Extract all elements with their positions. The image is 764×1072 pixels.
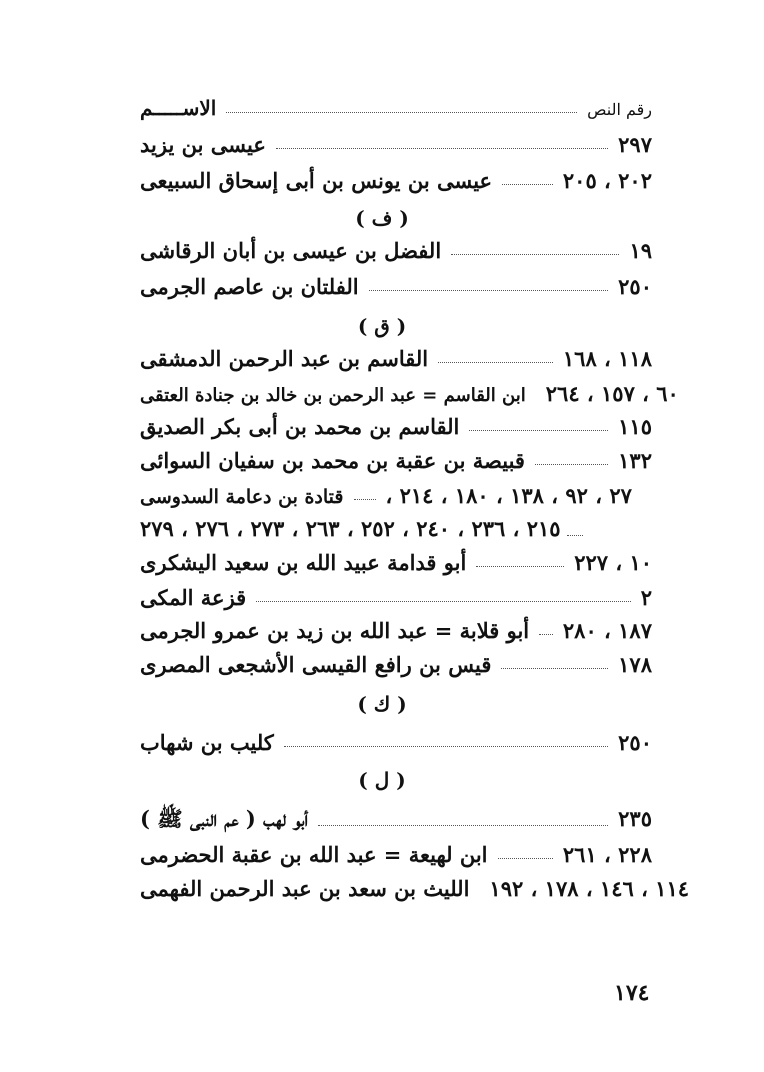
entry-numbers: ٢٣٥ — [618, 806, 652, 831]
index-entry — [140, 414, 652, 439]
index-entry — [140, 806, 652, 837]
entry-name: عيسى بن يونس بن أبى إسحاق السبيعى — [140, 168, 493, 193]
index-entry — [140, 346, 652, 371]
index-entry — [140, 448, 652, 473]
entry-numbers: ٢٢٨ ، ٢٦١ — [562, 842, 652, 867]
leader-dots — [535, 464, 608, 465]
entry-numbers: ١٩ — [629, 238, 652, 263]
index-entry — [140, 483, 652, 508]
entry-name: كليب بن شهاب — [140, 730, 274, 755]
index-entry — [140, 274, 652, 299]
entry-numbers: ١١٥ — [618, 414, 652, 439]
leader-dots — [226, 112, 577, 113]
column-header — [140, 96, 652, 120]
entry-numbers: ١٨٧ ، ٢٨٠ — [562, 618, 652, 643]
entry-name: الليث بن سعد بن عبد الرحمن الفهمى — [140, 876, 470, 901]
leader-dots — [369, 290, 609, 291]
leader-dots — [256, 601, 631, 602]
leader-dots — [476, 566, 564, 567]
entry-name: أبو لهب ( عم النبى ﷺ ) — [140, 806, 308, 831]
index-entry — [140, 132, 652, 157]
entry-numbers: ١٣٢ — [618, 448, 652, 473]
leader-dots — [354, 499, 376, 500]
entry-name: عيسى بن يزيد — [140, 132, 266, 157]
number-column-label: رقم النص — [587, 100, 652, 119]
index-entry — [140, 550, 652, 575]
page-number: ١٧٤ — [614, 980, 650, 1006]
entry-numbers: ٢٥٠ — [618, 274, 652, 299]
leader-dots — [469, 430, 608, 431]
leader-dots — [318, 825, 608, 826]
index-entry — [140, 381, 679, 406]
leader-dots — [284, 746, 608, 747]
index-entry — [140, 618, 652, 643]
index-entry — [140, 730, 652, 755]
name-column-label: الاســـــم — [140, 96, 217, 120]
entry-name: ابن القاسم = عبد الرحمن بن خالد بن جنادة العتقى — [140, 385, 526, 406]
index-entry — [140, 238, 652, 263]
entry-numbers: ٦٠ ، ١٥٧ ، ٢٦٤ — [545, 381, 679, 406]
entry-numbers: ٢٥٠ — [618, 730, 652, 755]
index-entry — [140, 876, 690, 901]
entry-name: قزعة المكى — [140, 585, 247, 610]
entry-name: أبو قلابة = عبد الله بن زيد بن عمرو الجرمى — [140, 618, 530, 643]
entry-name: قيس بن رافع القيسى الأشجعى المصرى — [140, 652, 492, 677]
index-entry — [140, 585, 652, 610]
index-entry — [140, 842, 652, 867]
entry-name: ابن لهيعة = عبد الله بن عقبة الحضرمى — [140, 842, 488, 867]
leader-dots — [567, 535, 583, 536]
entry-numbers: ١١٨ ، ١٦٨ — [562, 346, 652, 371]
leader-dots — [438, 362, 553, 363]
leader-dots — [501, 668, 608, 669]
entry-numbers: ١٧٨ — [618, 652, 652, 677]
leader-dots — [276, 148, 608, 149]
entry-name: أبو قدامة عبيد الله بن سعيد اليشكرى — [140, 550, 467, 575]
entry-numbers: ٢٧ ، ٩٢ ، ١٣٨ ، ١٨٠ ، ٢١٤ ، — [385, 483, 632, 508]
entry-name: القاسم بن محمد بن أبى بكر الصديق — [140, 414, 460, 439]
entry-continuation — [140, 516, 652, 541]
entry-name: الفضل بن عيسى بن أبان الرقاشى — [140, 238, 442, 263]
section-heading-lam: ( ل ) — [358, 768, 406, 792]
index-entry — [140, 168, 652, 193]
entry-name: الفلتان بن عاصم الجرمى — [140, 274, 359, 299]
index-entry — [140, 652, 652, 677]
leader-dots — [451, 254, 619, 255]
entry-numbers: ٢٠٢ ، ٢٠٥ — [562, 168, 652, 193]
leader-dots — [502, 184, 553, 185]
entry-numbers: ١١٤ ، ١٤٦ ، ١٧٨ ، ١٩٢ — [489, 876, 690, 901]
section-heading-kaf: ( ك ) — [357, 692, 407, 716]
section-heading-qaf: ( ق ) — [357, 314, 407, 338]
entry-numbers: ٢١٥ ، ٢٣٦ ، ٢٤٠ ، ٢٥٢ ، ٢٦٣ ، ٢٧٣ ، ٢٧٦ ، ٢٧٩ — [140, 516, 561, 541]
section-heading-fa: ( ف ) — [355, 206, 409, 230]
entry-numbers: ١٠ ، ٢٢٧ — [574, 550, 652, 575]
leader-dots — [539, 634, 553, 635]
entry-name: القاسم بن عبد الرحمن الدمشقى — [140, 346, 429, 371]
entry-name: قبيصة بن عقبة بن محمد بن سفيان السوائى — [140, 448, 525, 473]
leader-dots — [498, 858, 553, 859]
entry-numbers: ٢ — [640, 585, 652, 610]
entry-numbers: ٢٩٧ — [618, 132, 652, 157]
entry-name: قتادة بن دعامة السدوسى — [140, 486, 344, 508]
